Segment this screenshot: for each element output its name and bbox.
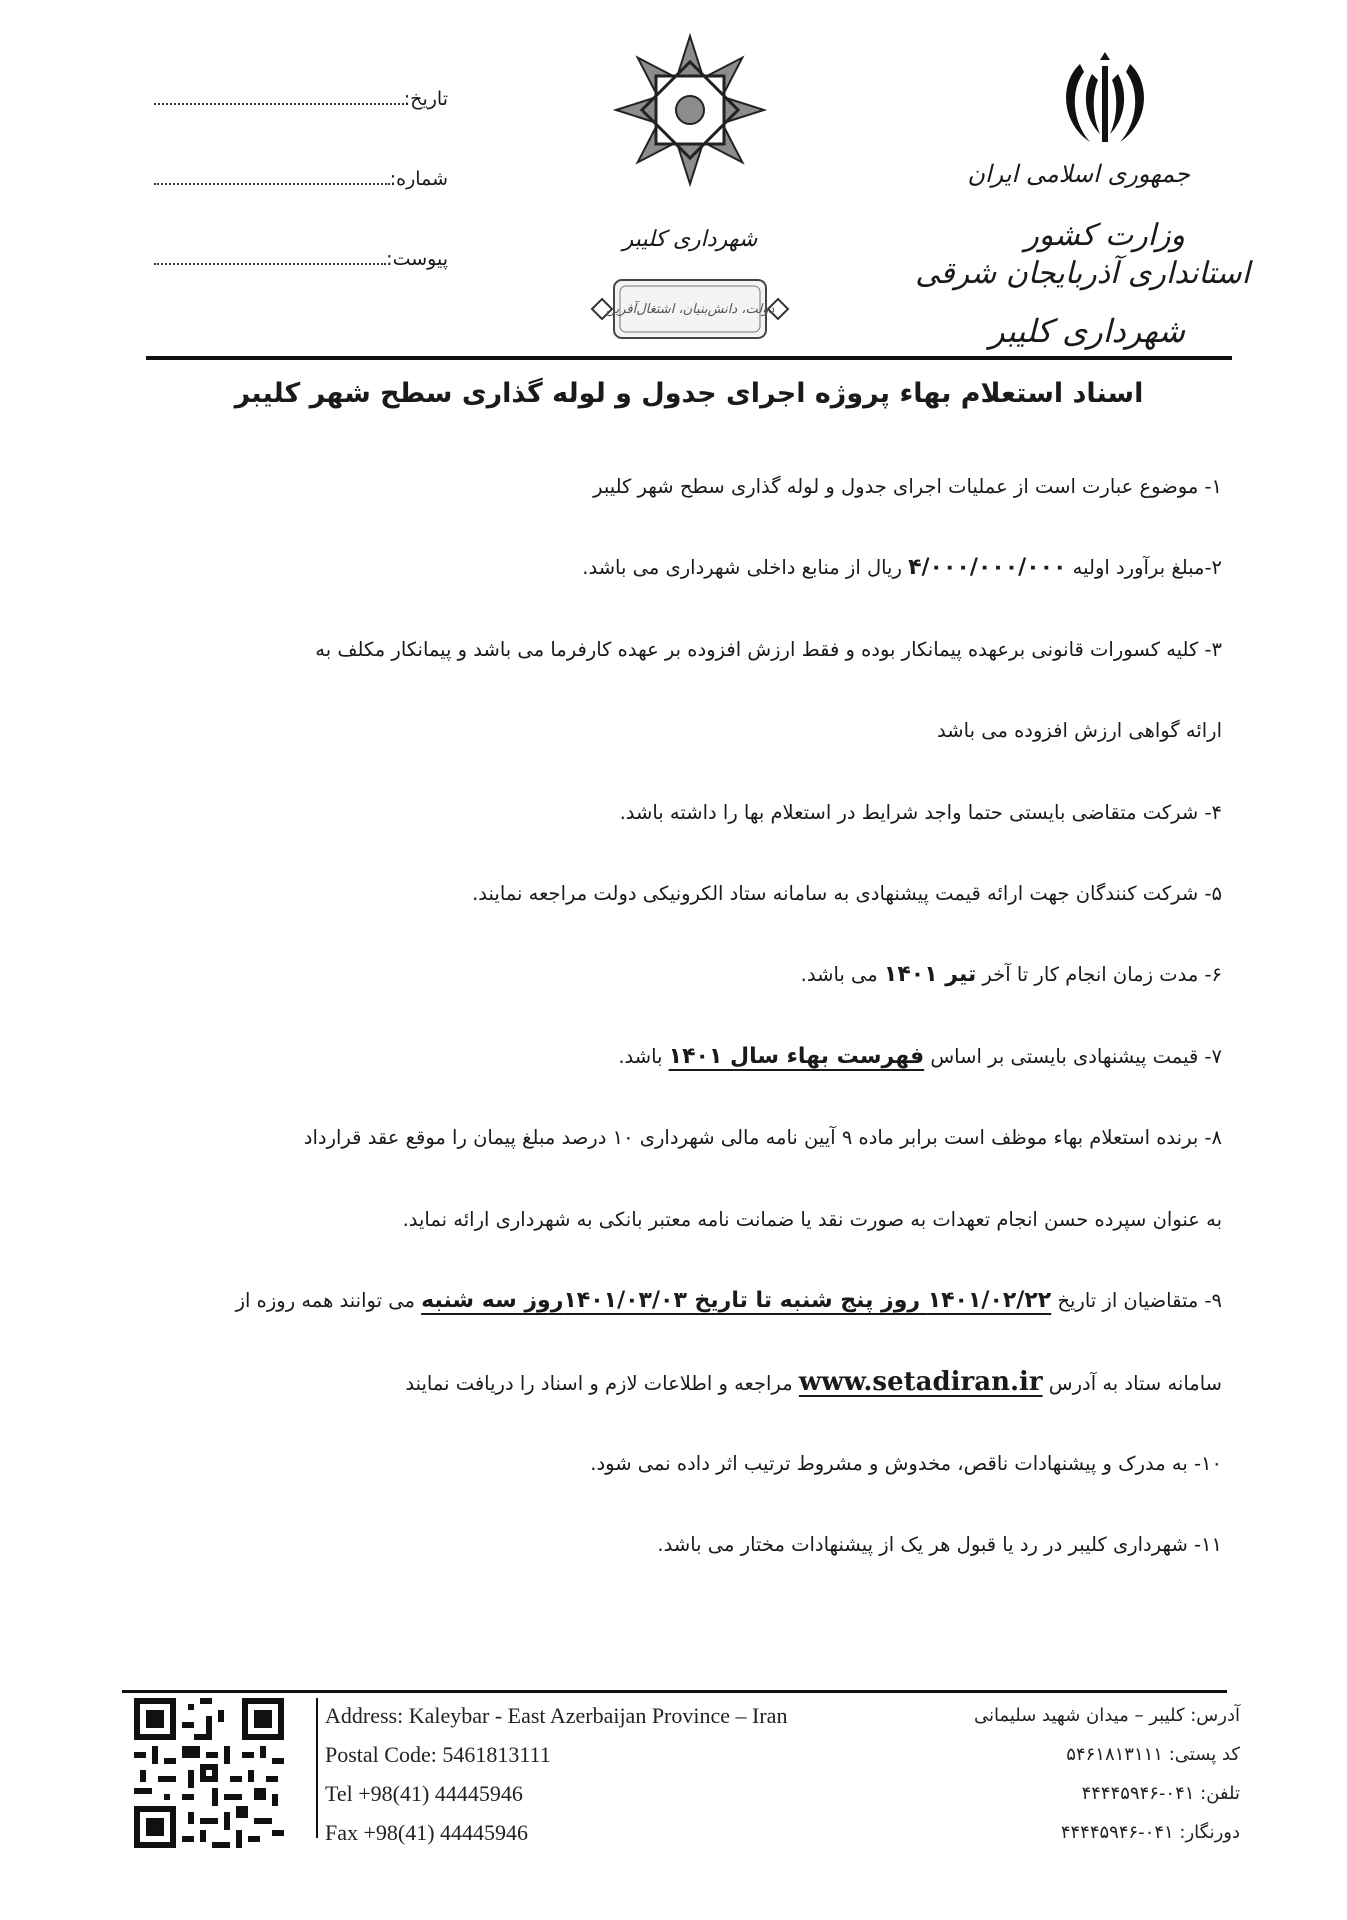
- clause-3-line-1: ۳- کلیه کسورات قانونی برعهده پیمانکار بوده و فقط ارزش افزوده بر عهده کارفرما می باشد و پیمانکار مکلف به: [315, 638, 1222, 661]
- clause-9-text-a: ۹- متقاضیان از تاریخ: [1051, 1289, 1222, 1312]
- clause-6: [122, 958, 1222, 992]
- clause-2-text-b: ریال از منابع داخلی شهرداری می باشد.: [582, 556, 909, 579]
- footer-postal-fa: کد پستی: ۵۴۶۱۸۱۳۱۱۱: [1066, 1744, 1240, 1765]
- footer-divider: [122, 1690, 1227, 1693]
- clause-9-line-2-text-a: سامانه ستاد به آدرس: [1042, 1372, 1222, 1395]
- clause-2-amount: ۴/۰۰۰/۰۰۰/۰۰۰: [908, 555, 1067, 580]
- attachment-label: پیوست:: [386, 248, 448, 270]
- attachment-field: [148, 248, 448, 328]
- municipality-star-icon: [610, 30, 770, 190]
- footer-tel-fa: تلفن: ۰۴۱-۴۴۴۴۵۹۴۶: [1081, 1783, 1240, 1804]
- clause-7: [122, 1040, 1222, 1074]
- qr-code-icon: [134, 1698, 284, 1848]
- number-label: شماره:: [389, 168, 448, 190]
- clause-5: ۵- شرکت کنندگان جهت ارائه قیمت پیشنهادی به سامانه ستاد الکرونیکی دولت مراجعه نمایند.: [472, 882, 1222, 905]
- date-dotted-line: [154, 89, 404, 105]
- clause-3-line-2: ارائه گواهی ارزش افزوده می باشد: [937, 719, 1222, 742]
- letter-meta-fields: [148, 88, 448, 328]
- clause-6-text-b: می باشد.: [800, 963, 884, 986]
- clause-6-text-a: ۶- مدت زمان انجام کار تا آخر: [976, 963, 1222, 986]
- clause-7-price-list: فهرست بهاء سال ۱۴۰۱: [668, 1044, 925, 1069]
- clause-11: ۱۱- شهرداری کلیبر در رد یا قبول هر یک از پیشنهادات مختار می باشد.: [657, 1533, 1222, 1556]
- gov-line-ministry: وزارت کشور: [1024, 218, 1185, 253]
- setadiran-link[interactable]: www.setadiran.ir: [798, 1367, 1043, 1397]
- footer-fax-en: Fax +98(41) 44445946: [325, 1820, 529, 1845]
- number-dotted-line: [154, 169, 390, 185]
- date-field: [148, 88, 448, 168]
- gov-line-country: جمهوری اسلامی ایران: [967, 160, 1190, 188]
- clause-6-deadline: تیر ۱۴۰۱: [883, 962, 977, 987]
- document-title: اسناد استعلام بهاء پروژه اجرای جدول و لوله گذاری سطح شهر کلیبر: [234, 378, 1144, 409]
- gov-line-province: استانداری آذربایجان شرقی: [915, 256, 1250, 291]
- clause-7-text-a: ۷- قیمت پیشنهادی بایستی بر اساس: [924, 1045, 1222, 1068]
- footer-tel-en: Tel +98(41) 44445946: [325, 1781, 523, 1806]
- clause-8-line-2: به عنوان سپرده حسن انجام تعهدات به صورت نقد یا ضمانت نامه معتبر بانکی به شهرداری ارائه نماید.: [402, 1208, 1222, 1231]
- clause-9-line-2: [122, 1365, 1222, 1401]
- footer-address-en: Address: Kaleybar - East Azerbaijan Province – Iran: [325, 1703, 788, 1728]
- footer-address-fa: آدرس: کلیبر – میدان شهید سلیمانی: [973, 1705, 1240, 1726]
- clause-8-line-1: ۸- برنده استعلام بهاء موظف است برابر ماده ۹ آیین نامه مالی شهرداری ۱۰ درصد مبلغ پیمان را موقع عقد قرارداد: [303, 1126, 1222, 1149]
- footer-fax-fa: دورنگار: ۰۴۱-۴۴۴۴۵۹۴۶: [1060, 1822, 1240, 1843]
- municipality-logo-name: شهرداری کلیبر: [622, 227, 758, 252]
- clause-2-text-a: ۲-مبلغ برآورد اولیه: [1066, 556, 1222, 579]
- clause-9-line-1: [122, 1284, 1222, 1318]
- clause-10: ۱۰- به مدرک و پیشنهادات ناقص، مخدوش و مشروط ترتیب اثر داده نمی شود.: [590, 1452, 1222, 1475]
- clause-9-text-b: می توانند همه روزه از: [235, 1289, 422, 1312]
- attachment-dotted-line: [154, 249, 386, 265]
- clause-1: ۱- موضوع عبارت است از عملیات اجرای جدول و لوله گذاری سطح شهر کلیبر: [593, 475, 1222, 498]
- clause-9-date-range: ۱۴۰۱/۰۲/۲۲ روز پنج شنبه تا تاریخ ۱۴۰۱/۰۳/۰۳: [563, 1288, 1052, 1313]
- motto-text: دولت، دانش‌بنیان، اشتغال‌آفرین: [605, 301, 775, 317]
- municipality-logo: [560, 22, 820, 352]
- footer-contact-fa: [870, 1698, 1240, 1854]
- clause-9-line-2-text-b: مراجعه و اطلاعات لازم و اسناد را دریافت نمایند: [405, 1372, 799, 1395]
- clause-4: ۴- شرکت متقاضی بایستی حتما واجد شرایط در استعلام بها را داشته باشد.: [619, 801, 1222, 824]
- clause-2: [122, 551, 1222, 585]
- government-header: [915, 30, 1250, 350]
- footer-postal-en: Postal Code: 5461813111: [325, 1742, 551, 1767]
- motto-frame: [590, 270, 790, 348]
- clause-9-end-day: روز سه شنبه: [421, 1288, 564, 1313]
- footer-vertical-divider: [316, 1698, 318, 1838]
- date-label: تاریخ:: [403, 88, 448, 110]
- iran-emblem-icon: [1050, 52, 1160, 152]
- footer-contact-en: [325, 1698, 885, 1854]
- clause-7-text-b: باشد.: [618, 1045, 669, 1068]
- header-divider: [146, 356, 1232, 360]
- number-field: [148, 168, 448, 248]
- gov-line-municipality: شهرداری کلیبر: [989, 312, 1185, 350]
